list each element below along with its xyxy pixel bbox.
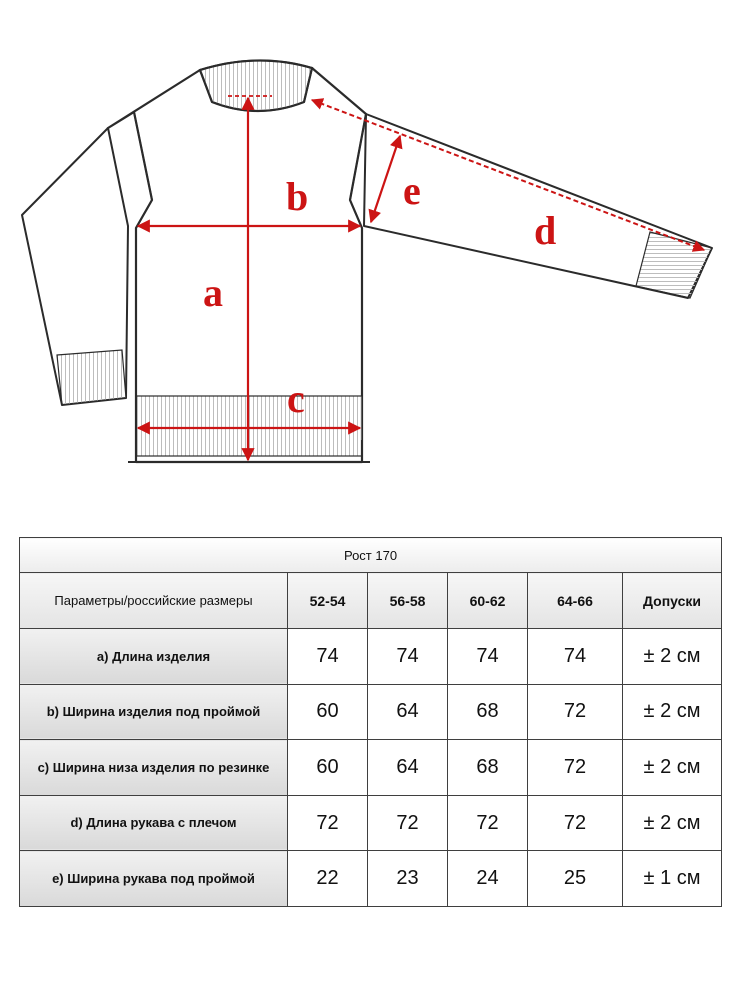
row-value: 74 [288, 628, 368, 684]
table-row [20, 795, 722, 851]
row-value: 72 [448, 795, 528, 851]
row-value: 22 [288, 851, 368, 907]
label-d: d [534, 208, 557, 253]
row-value: 60 [288, 740, 368, 796]
label-a: a [203, 270, 223, 315]
sweater-body [108, 68, 370, 462]
left-sleeve [22, 128, 128, 405]
table-row [20, 684, 722, 740]
row-value: 64 [368, 740, 448, 796]
row-label: e) Ширина рукава под проймой [20, 851, 288, 907]
row-tolerance: ± 2 см [623, 740, 722, 796]
header-tolerance: Допуски [623, 573, 722, 629]
row-tolerance: ± 2 см [623, 795, 722, 851]
row-value: 72 [528, 740, 623, 796]
row-value: 60 [288, 684, 368, 740]
header-size: 56-58 [368, 573, 448, 629]
row-label: c) Ширина низа изделия по резинке [20, 740, 288, 796]
row-tolerance: ± 1 см [623, 851, 722, 907]
row-value: 68 [448, 740, 528, 796]
row-value: 72 [368, 795, 448, 851]
header-size: 52-54 [288, 573, 368, 629]
table-row [20, 628, 722, 684]
row-label: d) Длина рукава с плечом [20, 795, 288, 851]
row-value: 23 [368, 851, 448, 907]
row-tolerance: ± 2 см [623, 684, 722, 740]
table-row [20, 740, 722, 796]
size-chart-table [19, 537, 722, 907]
label-e: e [403, 168, 421, 213]
label-c: c [287, 376, 305, 421]
table-header-row [20, 573, 722, 629]
table-title-row [20, 538, 722, 573]
row-value: 24 [448, 851, 528, 907]
row-tolerance: ± 2 см [623, 628, 722, 684]
sweater-measurement-diagram [0, 0, 735, 500]
row-value: 64 [368, 684, 448, 740]
row-value: 72 [528, 795, 623, 851]
row-value: 74 [528, 628, 623, 684]
row-label: b) Ширина изделия под проймой [20, 684, 288, 740]
turtleneck-collar [200, 60, 312, 111]
row-value: 25 [528, 851, 623, 907]
table-title: Рост 170 [20, 538, 722, 573]
row-value: 72 [288, 795, 368, 851]
row-value: 74 [368, 628, 448, 684]
row-label: a) Длина изделия [20, 628, 288, 684]
label-b: b [286, 174, 309, 219]
table-row [20, 851, 722, 907]
header-size: 60-62 [448, 573, 528, 629]
header-size: 64-66 [528, 573, 623, 629]
row-value: 74 [448, 628, 528, 684]
row-value: 72 [528, 684, 623, 740]
row-value: 68 [448, 684, 528, 740]
header-param: Параметры/российские размеры [20, 573, 288, 629]
